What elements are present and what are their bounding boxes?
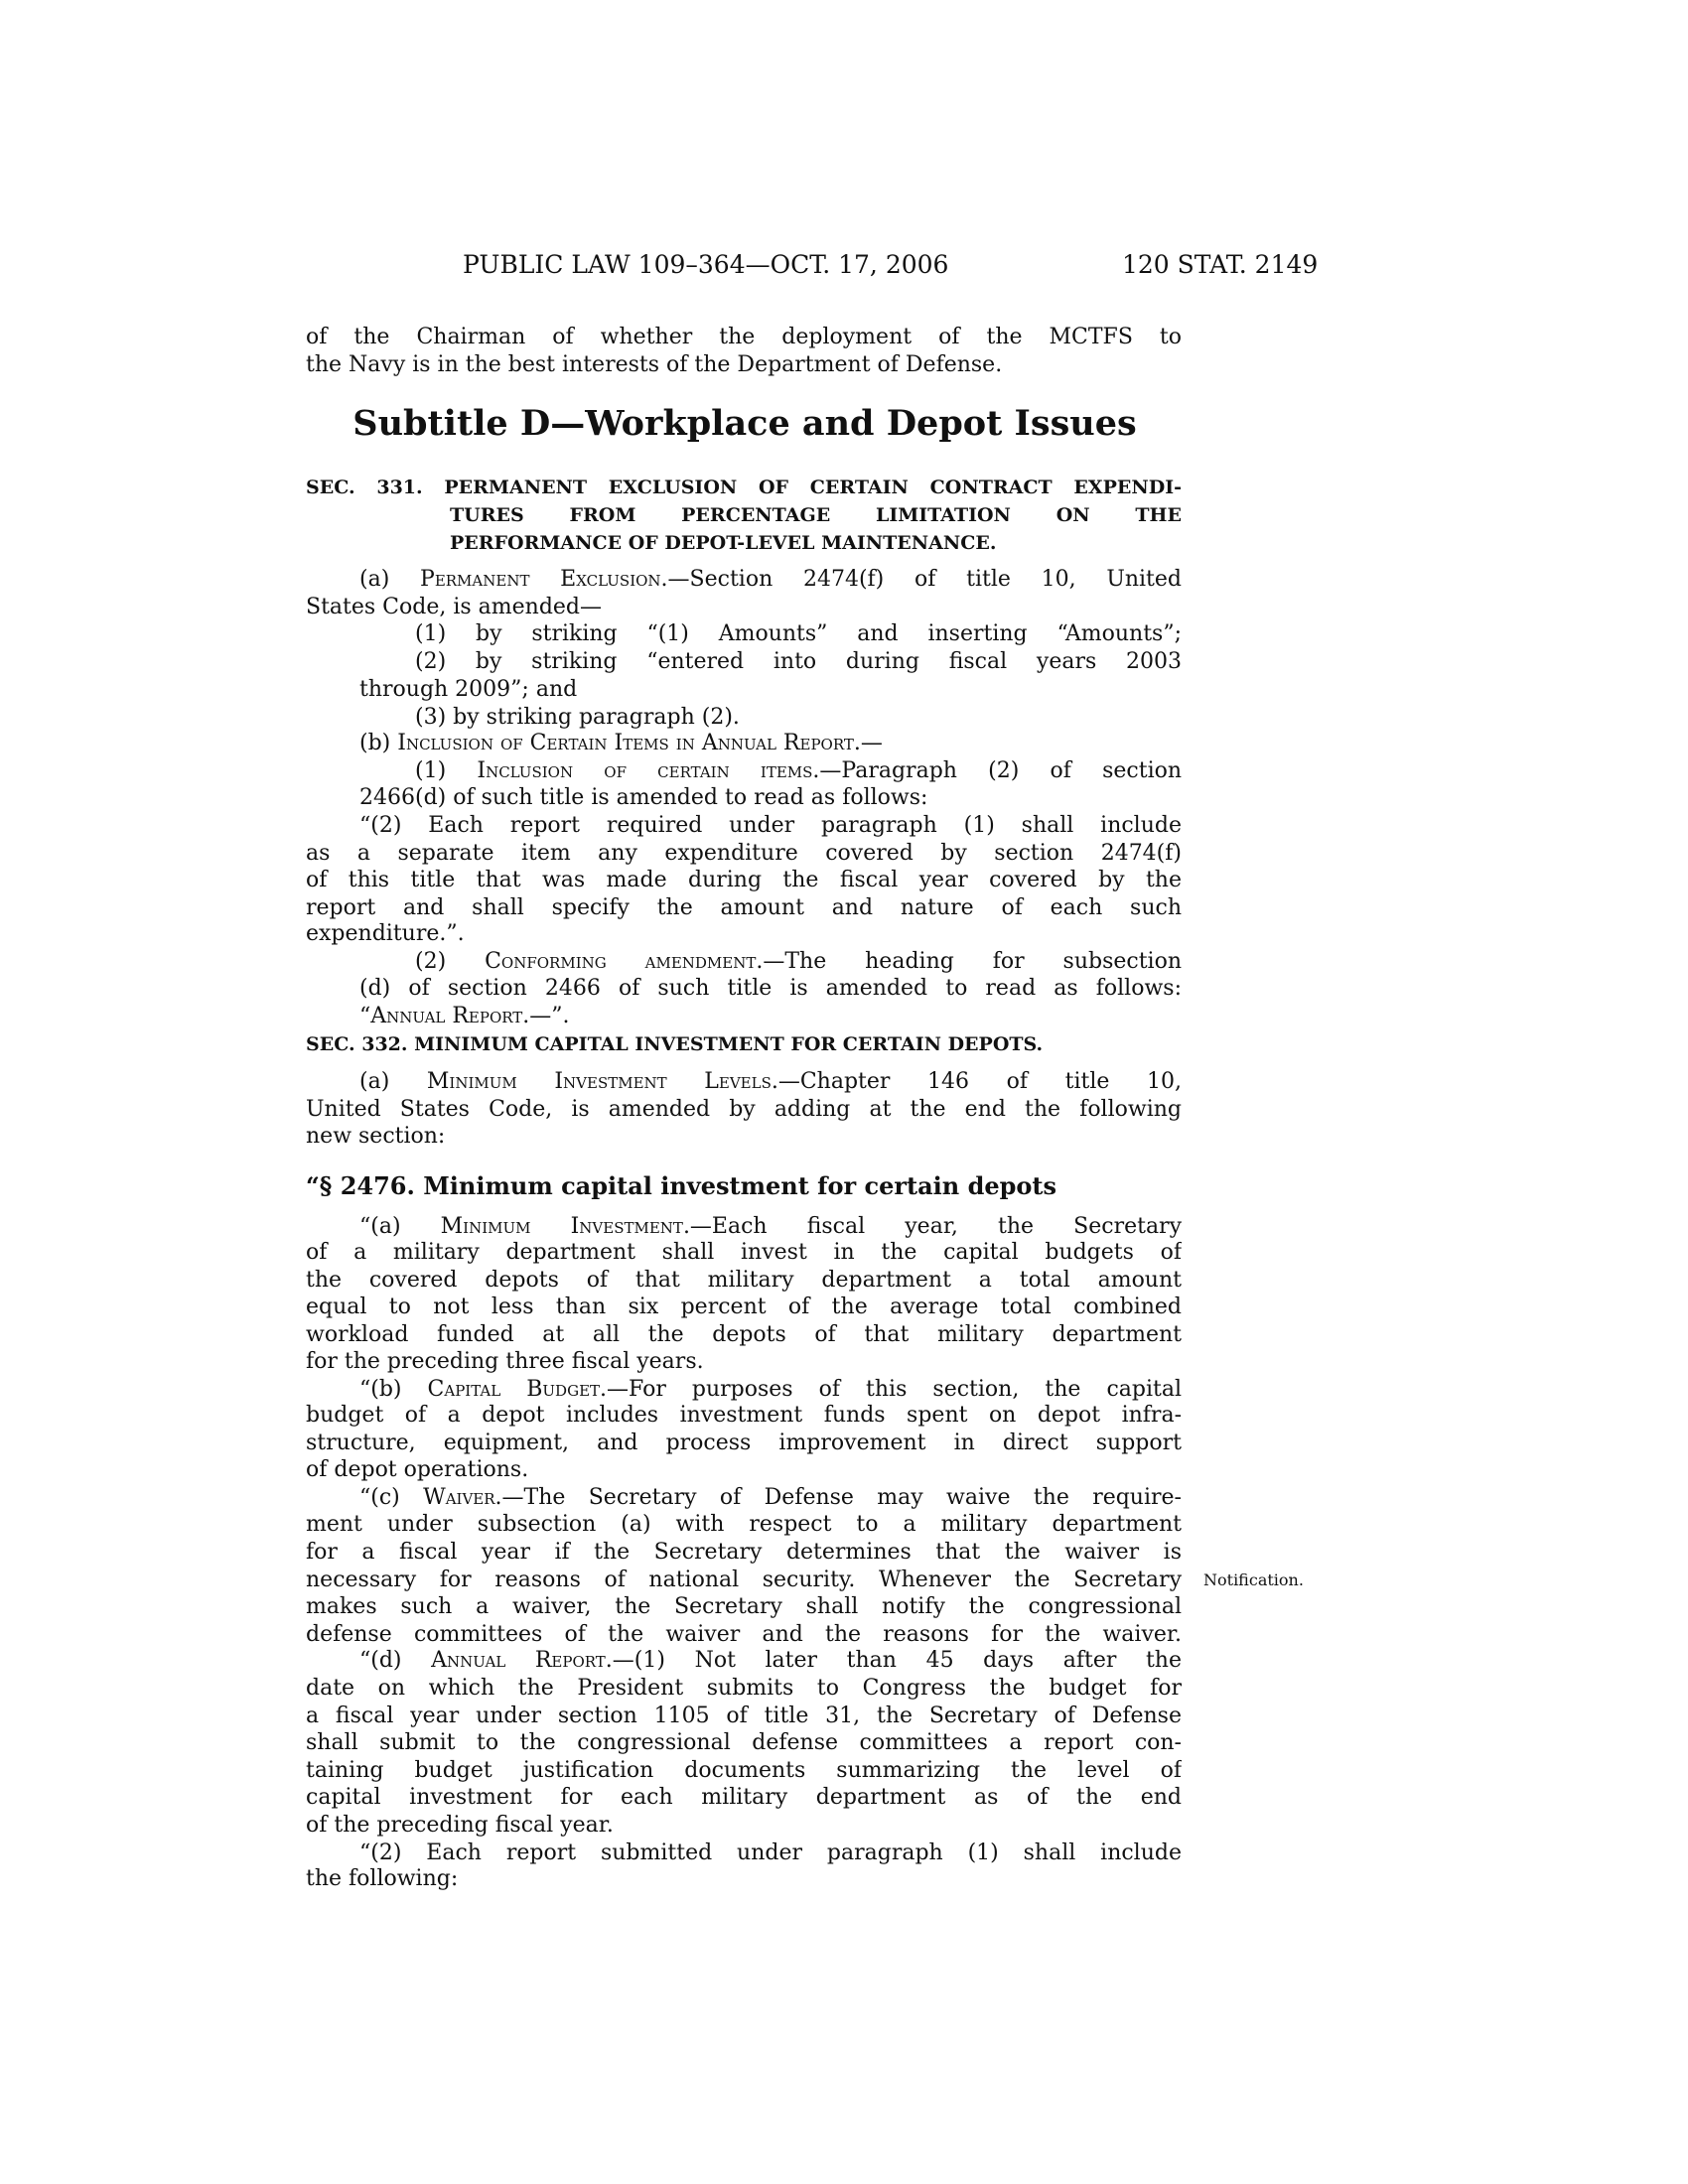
text-fragment: “(b) — [359, 1377, 428, 1402]
text-line: expenditure.”. — [306, 921, 465, 946]
small-caps-heading: Waiver — [423, 1485, 495, 1510]
text-fragment: .—Paragraph (2) of section — [812, 758, 1182, 783]
small-caps-heading: Capital Budget — [427, 1377, 601, 1402]
text-line: States Code, is amended— — [306, 595, 603, 619]
small-caps-heading: Inclusion of certain items — [477, 758, 813, 783]
section-heading-line: PERFORMANCE OF DEPOT-LEVEL MAINTENANCE. — [450, 532, 997, 554]
text-line: of the preceding fiscal year. — [306, 1813, 614, 1838]
text-fragment: “(a) — [359, 1214, 441, 1239]
small-caps-heading: Conforming amendment — [485, 949, 757, 974]
text-fragment: (b) — [359, 731, 398, 755]
text-line: new section: — [306, 1124, 446, 1149]
text-line: taining budget justification documents summarizing the level of — [306, 1758, 1182, 1783]
text-line: the Navy is in the best interests of the Department of Defense. — [306, 352, 1003, 377]
text-fragment: .— — [853, 731, 883, 755]
text-line: the covered depots of that military department a total amount — [306, 1268, 1182, 1293]
text-line — [359, 730, 1182, 757]
text-line: capital investment for each military department as of the end — [306, 1785, 1182, 1810]
text-line: (d) of section 2466 of such title is amended to read as follows: — [359, 976, 1182, 1001]
text-fragment: “ — [359, 1004, 371, 1028]
text-line: “(2) Each report required under paragraph (1) shall include — [359, 813, 1182, 838]
text-fragment: .—”. — [522, 1004, 570, 1028]
text-line: (3) by striking paragraph (2). — [415, 705, 740, 730]
text-line: of a military department shall invest in the capital budgets of — [306, 1240, 1182, 1265]
text-line — [359, 566, 1182, 594]
text-line: the following: — [306, 1866, 459, 1891]
text-fragment: .—For purposes of this section, the capital — [600, 1377, 1182, 1402]
text-line: of depot operations. — [306, 1457, 529, 1482]
text-line: necessary for reasons of national security. Whenever the Secretary — [306, 1568, 1182, 1592]
text-line: defense committees of the waiver and the reasons for the waiver. — [306, 1622, 1182, 1647]
text-line: (1) by striking “(1) Amounts” and inserting “Amounts”; — [415, 621, 1182, 646]
section-heading-line: SEC. 332. MINIMUM CAPITAL INVESTMENT FOR CERTAIN DEPOTS. — [306, 1033, 1044, 1055]
text-line: report and shall specify the amount and nature of each such — [306, 895, 1182, 920]
text-line: of the Chairman of whether the deployment of the MCTFS to — [306, 325, 1182, 349]
text-line — [359, 1068, 1182, 1096]
text-line: ment under subsection (a) with respect to a military department — [306, 1512, 1182, 1537]
running-header-title: PUBLIC LAW 109–364—OCT. 17, 2006 — [463, 250, 949, 279]
text-fragment: (a) — [359, 567, 421, 592]
small-caps-heading: Permanent Exclusion — [420, 567, 661, 592]
text-line: date on which the President submits to Congress the budget for — [306, 1676, 1182, 1701]
text-fragment: .—Chapter 146 of title 10, — [771, 1069, 1182, 1094]
text-line — [359, 1003, 1182, 1030]
text-line: equal to not less than six percent of the average total combined — [306, 1295, 1182, 1319]
text-line: (2) by striking “entered into during fiscal years 2003 — [415, 649, 1182, 674]
text-fragment: “(c) — [359, 1485, 424, 1510]
text-fragment: (1) — [415, 758, 478, 783]
small-caps-heading: Inclusion of Certain Items in Annual Report — [397, 731, 854, 755]
section-heading-line: SEC. 331. PERMANENT EXCLUSION OF CERTAIN CONTRACT EXPENDI- — [306, 477, 1182, 498]
text-line: United States Code, is amended by adding at the end the following — [306, 1097, 1182, 1122]
text-line: for a fiscal year if the Secretary determines that the waiver is — [306, 1540, 1182, 1565]
text-line — [359, 1647, 1182, 1675]
text-line: a fiscal year under section 1105 of title 31, the Secretary of Defense — [306, 1704, 1182, 1728]
text-line: through 2009”; and — [359, 677, 578, 702]
text-line — [415, 757, 1182, 785]
text-line — [359, 1213, 1182, 1241]
text-line: makes such a waiver, the Secretary shall notify the congressional — [306, 1594, 1182, 1619]
text-line: 2466(d) of such title is amended to read as follows: — [359, 785, 928, 810]
small-caps-heading: Annual Report — [370, 1004, 523, 1028]
section-heading-line: “§ 2476. Minimum capital investment for certain depots — [306, 1171, 1057, 1200]
page-stat-number: 120 STAT. 2149 — [1122, 250, 1319, 279]
text-line: workload funded at all the depots of that military department — [306, 1322, 1182, 1347]
text-line: of this title that was made during the fiscal year covered by the — [306, 868, 1182, 892]
text-fragment: .—(1) Not later than 45 days after the — [605, 1648, 1182, 1673]
text-line: shall submit to the congressional defense committees a report con- — [306, 1730, 1182, 1755]
text-line — [415, 948, 1182, 976]
text-fragment: “(d) — [359, 1648, 432, 1673]
text-line — [359, 1376, 1182, 1404]
small-caps-heading: Minimum Investment Levels — [426, 1069, 772, 1094]
text-fragment: (a) — [359, 1069, 427, 1094]
small-caps-heading: Minimum Investment — [440, 1214, 683, 1239]
text-line: as a separate item any expenditure covered by section 2474(f) — [306, 841, 1182, 866]
text-line: for the preceding three fiscal years. — [306, 1349, 704, 1374]
text-line: budget of a depot includes investment funds spent on depot infra- — [306, 1403, 1182, 1428]
text-fragment: .—Each fiscal year, the Secretary — [682, 1214, 1182, 1239]
subtitle-heading: Subtitle D—Workplace and Depot Issues — [352, 403, 1137, 444]
small-caps-heading: Annual Report — [431, 1648, 606, 1673]
text-line — [359, 1484, 1182, 1512]
margin-note: Notification. — [1203, 1570, 1304, 1589]
text-fragment: .—The Secretary of Defense may waive the require- — [494, 1485, 1182, 1510]
section-heading-line: TURES FROM PERCENTAGE LIMITATION ON THE — [450, 504, 1182, 526]
text-line: structure, equipment, and process improvement in direct support — [306, 1431, 1182, 1455]
text-fragment: (2) — [415, 949, 486, 974]
text-line: “(2) Each report submitted under paragraph (1) shall include — [359, 1841, 1182, 1865]
text-fragment: .—Section 2474(f) of title 10, United — [660, 567, 1182, 592]
text-fragment: .—The heading for subsection — [756, 949, 1182, 974]
